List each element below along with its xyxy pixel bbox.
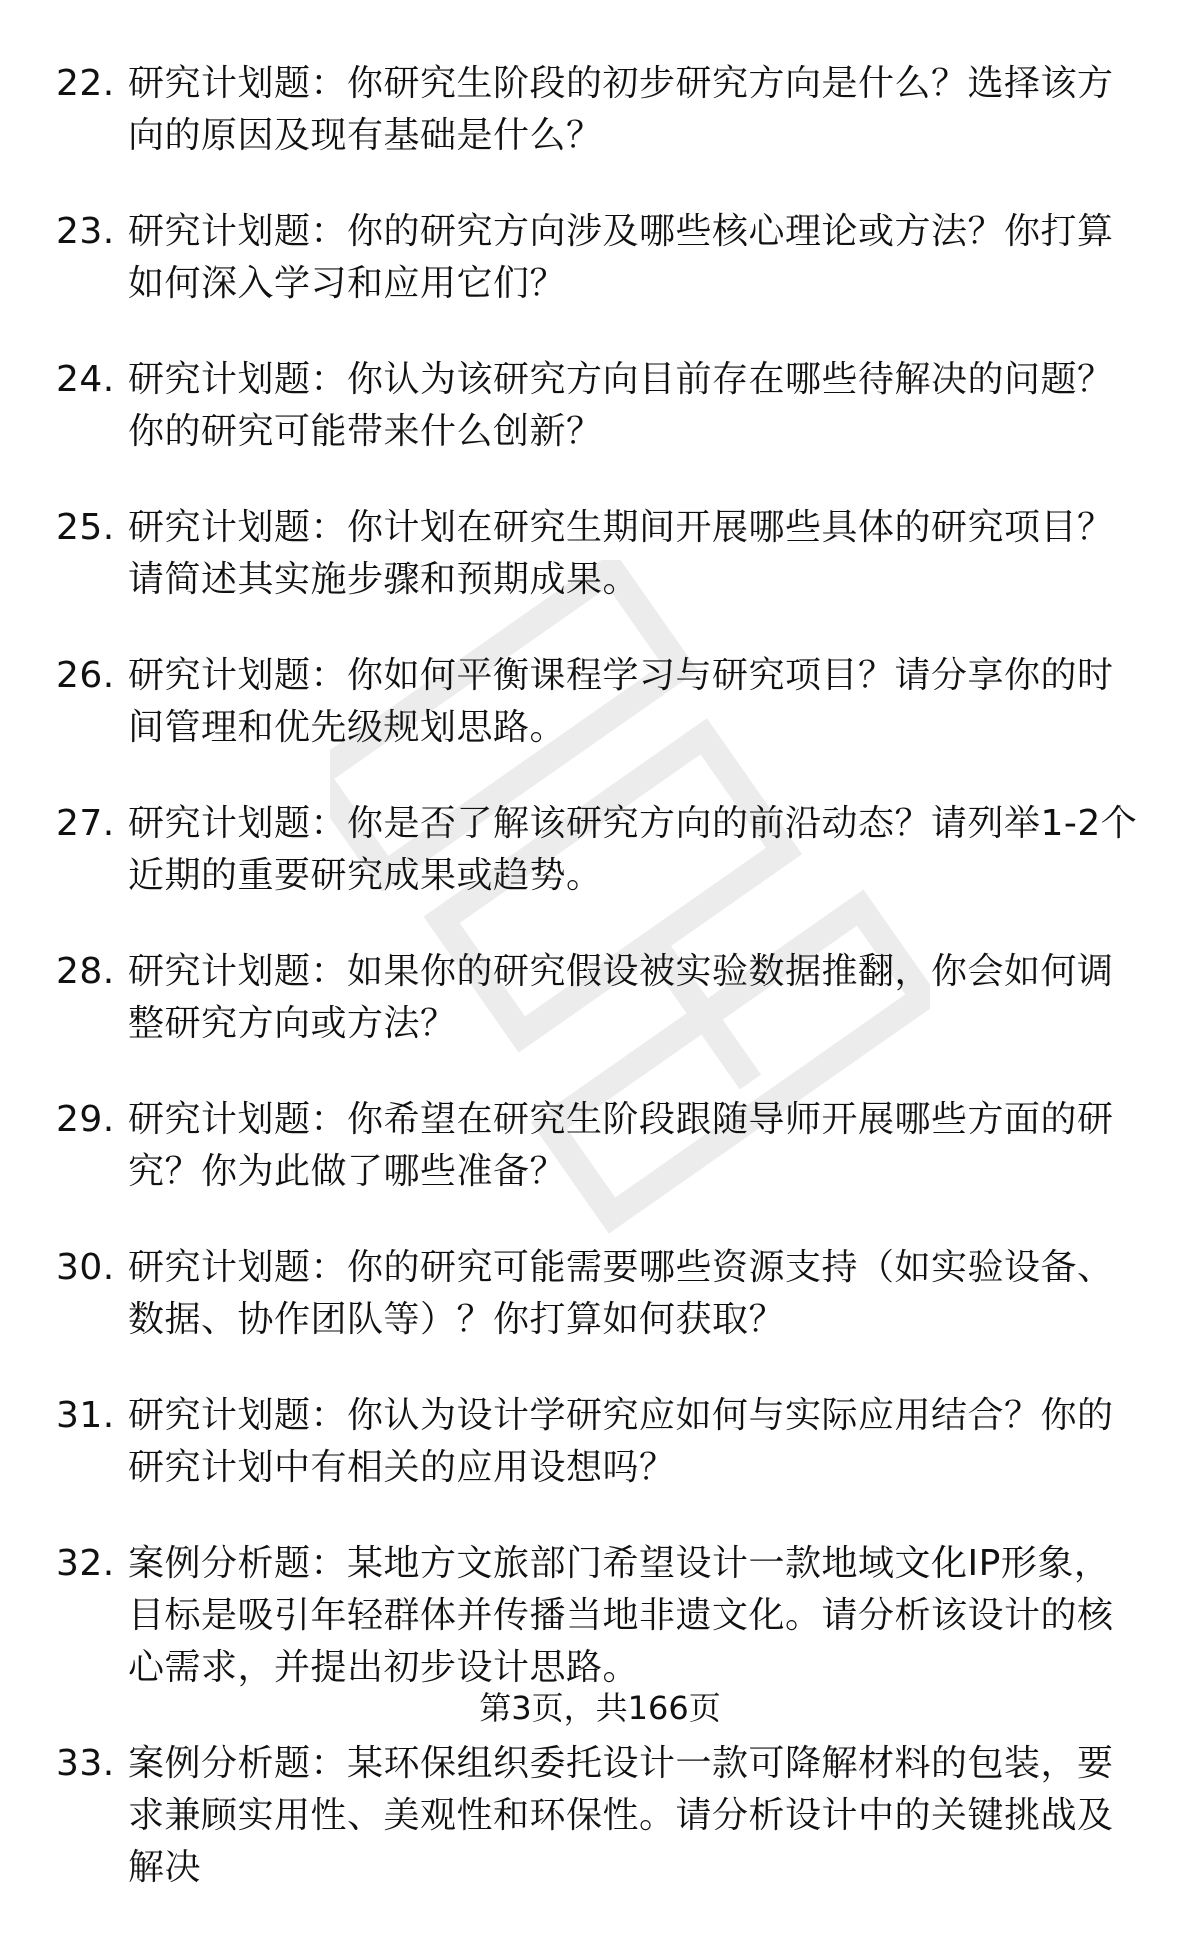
question-text: 研究计划题：你计划在研究生期间开展哪些具体的研究项目？请简述其实施步骤和预期成果。	[128, 507, 1114, 600]
question-item-24	[56, 354, 1146, 458]
question-number: 25.	[56, 507, 115, 548]
question-item-25	[56, 502, 1146, 606]
question-number: 23.	[56, 211, 115, 252]
question-text: 研究计划题：你是否了解该研究方向的前沿动态？请列举1-2个近期的重要研究成果或趋势。	[128, 803, 1138, 896]
question-number: 30.	[56, 1247, 115, 1288]
question-text: 研究计划题：你认为设计学研究应如何与实际应用结合？你的研究计划中有相关的应用设想吗？	[128, 1395, 1114, 1488]
question-text: 案例分析题：某环保组织委托设计一款可降解材料的包装，要求兼顾实用性、美观性和环保性。请分析设计中的关键挑战及解决	[128, 1743, 1114, 1888]
question-number: 32.	[56, 1543, 115, 1584]
question-text: 研究计划题：你研究生阶段的初步研究方向是什么？选择该方向的原因及现有基础是什么？	[128, 63, 1114, 156]
question-item-23	[56, 206, 1146, 310]
question-number: 24.	[56, 359, 115, 400]
question-text: 研究计划题：你希望在研究生阶段跟随导师开展哪些方面的研究？你为此做了哪些准备？	[128, 1099, 1114, 1192]
question-text: 案例分析题：某地方文旅部门希望设计一款地域文化IP形象，目标是吸引年轻群体并传播当地非遗文化。请分析该设计的核心需求，并提出初步设计思路。	[128, 1543, 1114, 1688]
question-text: 研究计划题：你的研究方向涉及哪些核心理论或方法？你打算如何深入学习和应用它们？	[128, 211, 1114, 304]
question-item-30	[56, 1242, 1146, 1346]
question-text: 研究计划题：你的研究可能需要哪些资源支持（如实验设备、数据、协作团队等）？你打算如何获取？	[128, 1247, 1114, 1340]
question-number: 26.	[56, 655, 115, 696]
question-number: 22.	[56, 63, 115, 104]
question-text: 研究计划题：你如何平衡课程学习与研究项目？请分享你的时间管理和优先级规划思路。	[128, 655, 1114, 748]
question-item-28	[56, 946, 1146, 1050]
page-footer: 第3页，共166页	[479, 1689, 721, 1727]
question-number: 31.	[56, 1395, 115, 1436]
question-item-33	[56, 1738, 1146, 1894]
question-list	[56, 58, 1146, 1938]
question-number: 33.	[56, 1743, 115, 1784]
question-number: 27.	[56, 803, 115, 844]
question-item-27	[56, 798, 1146, 902]
question-item-26	[56, 650, 1146, 754]
question-item-31	[56, 1390, 1146, 1494]
question-text: 研究计划题：如果你的研究假设被实验数据推翻，你会如何调整研究方向或方法？	[128, 951, 1114, 1044]
question-item-22	[56, 58, 1146, 162]
question-number: 29.	[56, 1099, 115, 1140]
question-text: 研究计划题：你认为该研究方向目前存在哪些待解决的问题？你的研究可能带来什么创新？	[128, 359, 1114, 452]
question-item-29	[56, 1094, 1146, 1198]
question-number: 28.	[56, 951, 115, 992]
question-item-32	[56, 1538, 1146, 1694]
